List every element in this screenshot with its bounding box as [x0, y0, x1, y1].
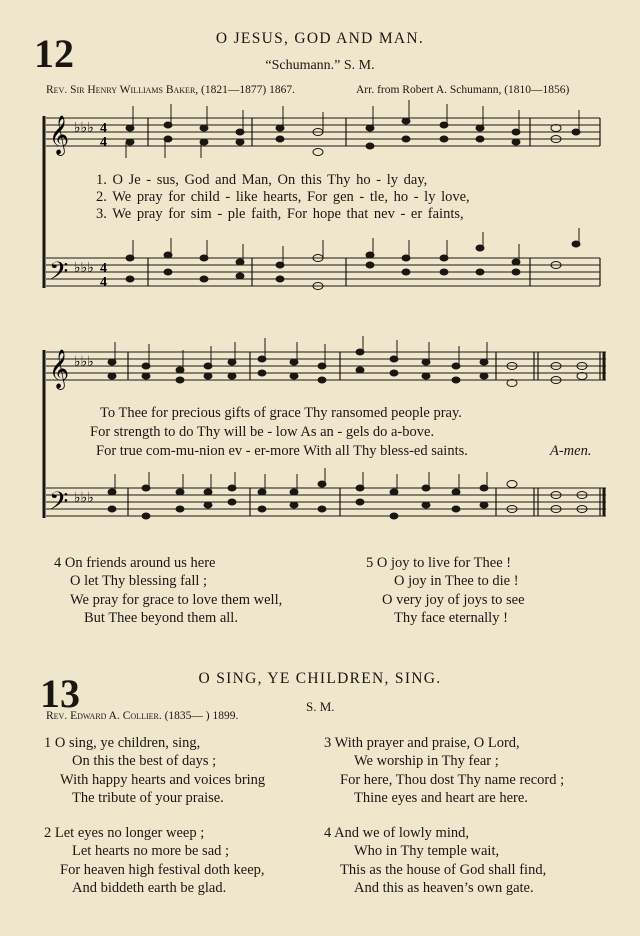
verse-4: 4 And we of lowly mind, Who in Thy temple wait, This as the house of God shall find, And this as heaven’s own gate.: [324, 825, 547, 896]
svg-text:𝄢: 𝄢: [49, 487, 69, 522]
key-flats: ♭♭♭: [74, 121, 94, 136]
time-signature: 4: [100, 121, 107, 136]
notes-bass-2: [108, 468, 587, 519]
hymn-number: 12: [34, 31, 74, 76]
amen-label: A-men.: [550, 443, 592, 459]
verse-5: 5 O joy to live for Thee ! O joy in Thee to die ! O very joy of joys to see Thy face eternally !: [366, 555, 525, 626]
notes-treble-1: [126, 100, 580, 158]
lyric-line-4: To Thee for precious gifts of grace Thy ransomed people pray.: [100, 405, 462, 421]
svg-text:𝄞: 𝄞: [49, 349, 70, 389]
verse-4: 4 On friends around us here O let Thy blessing fall ; We pray for grace to love them well, But Thee beyond them all.: [54, 555, 283, 626]
author-credit: Rev. Sir Henry Williams Baker, (1821—1877) 1867.: [46, 84, 295, 96]
svg-text:♭♭♭: ♭♭♭: [74, 355, 94, 370]
arranger-credit: Arr. from Robert A. Schumann, (1810—1856): [356, 84, 570, 96]
lyric-line-1: 1. O Je - sus, God and Man, On this Thy ho - ly day,: [96, 172, 428, 188]
tune-name: “Schumann.” S. M.: [265, 58, 375, 73]
lyric-line-3: 3. We pray for sim - ple faith, For hope that nev - er faints,: [96, 206, 464, 222]
treble-clef-icon: 𝄞: [49, 115, 70, 155]
hymn-title: O SING, YE CHILDREN, SING.: [198, 670, 442, 687]
verse-1: 1 O sing, ye children, sing, On this the best of days ; With happy hearts and voices bring The tribute of your praise.: [44, 735, 266, 806]
hymn-title: O JESUS, GOD AND MAN.: [215, 30, 425, 47]
svg-text:♭♭♭: ♭♭♭: [74, 261, 94, 276]
lyric-line-5: For strength to do Thy will be - low As an - gels do a-bove.: [90, 424, 435, 440]
svg-text:4: 4: [100, 261, 107, 276]
author-credit: Rev. Edward A. Collier. (1835— ) 1899.: [46, 710, 239, 722]
svg-text:♭♭♭: ♭♭♭: [74, 491, 94, 506]
bass-clef-icon: 𝄢: [49, 257, 69, 292]
lyric-line-6: For true com-mu-nion ev - er-more With all Thy bless-ed saints.: [96, 443, 468, 459]
verse-2: 2 Let eyes no longer weep ; Let hearts no more be sad ; For heaven high festival doth keep, And biddeth earth be glad.: [44, 825, 265, 896]
lyric-line-2: 2. We pray for child - like hearts, For gen - tle, ho - ly love,: [96, 189, 470, 205]
verse-3: 3 With prayer and praise, O Lord, We worship in Thy fear ; For here, Thou dost Thy name record ; Thine eyes and heart are here.: [324, 735, 565, 806]
bass-staff-2: [46, 488, 606, 516]
notes-treble-2: [108, 336, 587, 387]
svg-text:4: 4: [100, 135, 107, 150]
meter-label: S. M.: [306, 699, 335, 714]
notes-bass-1: [126, 228, 580, 290]
svg-text:4: 4: [100, 275, 107, 290]
hymn-number: 13: [40, 671, 80, 716]
